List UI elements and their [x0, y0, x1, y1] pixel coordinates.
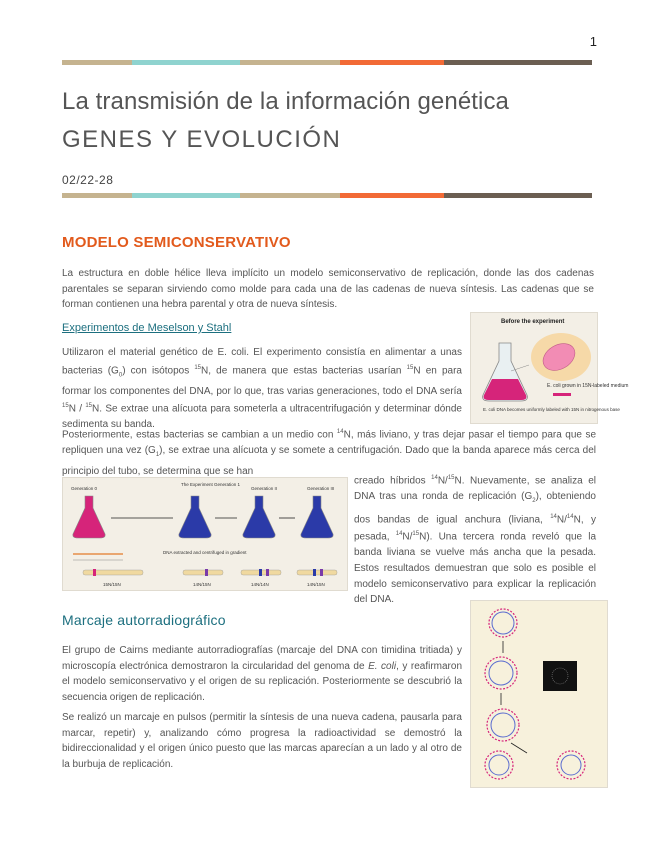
- section-heading-marcaje: Marcaje autorradiográfico: [62, 612, 226, 628]
- section-heading-modelo: MODELO SEMICONSERVATIVO: [62, 234, 291, 251]
- fig2-label-gen2: Generation II: [251, 486, 278, 491]
- experiment-generations-figure: [62, 477, 348, 591]
- divider-bar: [62, 193, 592, 198]
- date-label: 02/22-28: [62, 173, 114, 187]
- marcaje-paragraph-1: El grupo de Cairns mediante autorradiografías (marcaje del DNA con timidina tritiada) y microscopía electrónica demostraron la circularidad del genoma de E. coli, y reafirmaron el modelo semiconservativo y el origen de su replicación. Posteriormente se descubrió la secuencia origen de replicación.: [62, 645, 463, 703]
- fig2-label-gen1: The Experiment Generation 1: [181, 482, 241, 487]
- fig1-label-medium: E. coli grown in 15N-labeled medium: [547, 383, 629, 389]
- before-experiment-figure: [470, 312, 629, 424]
- meselson-paragraph-1: Utilizaron el material genético de E. coli. El experimento consistía en alimentar a unas bacterias $(G_0)$ con isótopos $^{15}$N, de manera que estas bacterias usarían $^{15}$N en para formar los componentes del DNA, por lo que, tras varias generaciones, todo el DNA sería $^{15}$N / $^{15}$N. Se extrae una alícuota para someterla a ultracentrifugación y determinar dónde sedimenta su banda.: [62, 347, 462, 431]
- page-subtitle: GENES Y EVOLUCIÓN: [62, 126, 342, 153]
- fig2-label-gen0: Generation 0: [71, 486, 98, 491]
- fig2-band-2: 14N/15N: [193, 582, 211, 587]
- meselson-stahl-link[interactable]: Experimentos de Meselson y Stahl: [62, 322, 232, 334]
- marcaje-paragraph-2: Se realizó un marcaje en pulsos (permitir la síntesis de una nueva cadena, pausarla para marcar, repetir) y, analizando cómo progresa la radioactividad se demostró la bidireccionalidad y el origen único puesto que las marcas aparecían a un lado y al otro de la burbuja de replicación.: [62, 712, 462, 770]
- fig2-band-3: 14N/14N: [251, 582, 269, 587]
- page-title: La transmisión de la información genética: [62, 88, 510, 115]
- page-number: 1: [589, 34, 597, 49]
- autoradiography-figure: [470, 600, 608, 788]
- fig1-label-dna: E. coli DNA becomes uniformly labeled with 15N in nitrogenous base: [483, 407, 620, 412]
- intro-paragraph: La estructura en doble hélice lleva implícito un modelo semiconservativo de replicación, donde las dos cadenas parentales se separan sirviendo como molde para cada una de las cadenas de nueva síntesis. Las cadenas que se forman contienen una hebra parental y otra de nueva síntesis.: [62, 268, 594, 311]
- fig2-band-4: 14N/15N: [307, 582, 325, 587]
- fig2-caption: DNA extracted and centrifuged in gradient: [163, 550, 247, 555]
- meselson-paragraph-2b: creado híbridos $^{14}$N/$^{15}$N. Nuevamente, se analiza el DNA tras una ronda de replicación $(G_2)$, obteniendo dos bandas de igual anchura (liviana, $^{14}$N/$^{14}$N, y pesada, $^{14}$N/$^{15}$N). Una tercera ronda reveló que la banda liviana se vuelve más ancha que la pesada. Estos resultados demuestran que solo es posible el modelo semiconservativo para explicar la replicación del DNA.: [354, 475, 597, 606]
- fig1-title: Before the experiment: [501, 319, 565, 325]
- fig2-label-gen3: Generation III: [307, 486, 335, 491]
- fig2-band-1: 15N/15N: [103, 582, 121, 587]
- meselson-paragraph-2a: Posteriormente, estas bacterias se cambian a un medio con $^{14}$N, más liviano, y tras dejar pasar el tiempo para que se repliquen una vez $(G_1)$, se extrae una alícuota y se somete a centrifugación. Dado que la banda aparece más cerca del principio del tubo, se determina que se han: [62, 429, 597, 477]
- top-color-bar: [62, 60, 592, 65]
